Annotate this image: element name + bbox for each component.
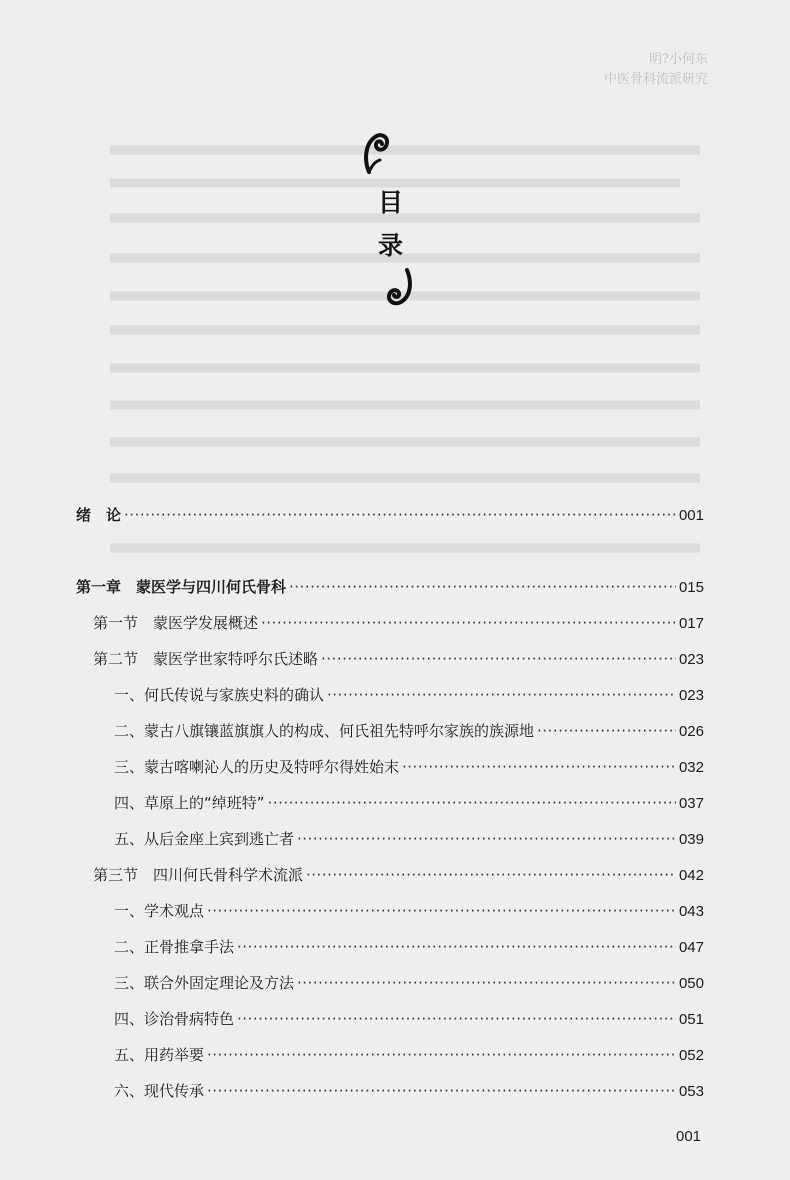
toc-entry-label: 三、联合外固定理论及方法 — [114, 974, 295, 992]
dot-leader — [207, 901, 676, 921]
toc-entry-section2[interactable] — [93, 649, 704, 670]
toc-entry-page: 023 — [678, 687, 704, 704]
toc-entry-item[interactable] — [114, 793, 704, 814]
toc-entry-section1[interactable] — [93, 613, 704, 634]
toc-entry-label: 五、从后金座上宾到逃亡者 — [114, 830, 295, 848]
toc-entry-label: 绪 论 — [76, 506, 122, 524]
toc-entry-item[interactable] — [114, 901, 704, 922]
toc-entry-label: 第一节 蒙医学发展概述 — [93, 614, 259, 632]
toc-entry-page: 051 — [678, 1011, 704, 1028]
dot-leader — [124, 505, 676, 525]
show-through-line1: 明?小何东 — [649, 52, 708, 67]
toc-entry-label: 四、诊治骨病特色 — [114, 1010, 235, 1028]
toc-entry-page: 042 — [678, 867, 704, 884]
toc-entry-label: 一、学术观点 — [114, 902, 205, 920]
dot-leader — [306, 865, 676, 885]
toc-entry-label: 第一章 蒙医学与四川何氏骨科 — [76, 578, 287, 596]
toc-entry-item[interactable] — [114, 685, 704, 706]
dot-leader — [327, 685, 676, 705]
dot-leader — [268, 793, 676, 813]
show-through-header — [604, 50, 708, 89]
toc-entry-page: 053 — [678, 1083, 704, 1100]
dot-leader — [297, 829, 676, 849]
toc-entry-label: 二、正骨推拿手法 — [114, 938, 235, 956]
toc-entry-page: 017 — [678, 615, 704, 632]
toc-entry-item[interactable] — [114, 937, 704, 958]
toc-entry-item[interactable] — [114, 1081, 704, 1102]
toc-entry-label: 三、蒙古喀喇沁人的历史及特呼尔得姓始末 — [114, 758, 400, 776]
show-through-line2: 中医骨科流派研究 — [603, 71, 708, 87]
toc-entry-page: 032 — [678, 759, 704, 776]
dot-leader — [261, 613, 676, 633]
toc-entry-label: 第二节 蒙医学世家特呼尔氏述略 — [93, 650, 319, 668]
dot-leader — [237, 1009, 676, 1029]
dot-leader — [537, 721, 676, 741]
toc-entry-page: 037 — [678, 795, 704, 812]
toc-entry-item[interactable] — [114, 1009, 704, 1030]
toc-entry-page: 023 — [678, 651, 704, 668]
toc-entry-page: 052 — [678, 1047, 704, 1064]
page-number: 001 — [676, 1128, 702, 1145]
toc-entry-label: 五、用药举要 — [114, 1046, 205, 1064]
toc-entry-chapter1[interactable] — [76, 577, 704, 598]
dot-leader — [297, 973, 676, 993]
toc-entry-page: 015 — [678, 579, 704, 596]
dot-leader — [321, 649, 676, 669]
toc-entry-item[interactable] — [114, 973, 704, 994]
toc-entry-page: 026 — [678, 723, 704, 740]
heading-char-mu: 目 — [378, 188, 404, 217]
toc-entry-label: 第三节 四川何氏骨科学术流派 — [93, 866, 304, 884]
toc-entry-page: 047 — [678, 939, 704, 956]
toc-entry-page: 001 — [678, 507, 704, 524]
heading-char-lu: 录 — [378, 231, 404, 260]
dot-leader — [207, 1045, 676, 1065]
toc-entry-page: 050 — [678, 975, 704, 992]
toc-entry-label: 一、何氏传说与家族史料的确认 — [114, 686, 325, 704]
toc-entry-intro[interactable] — [76, 505, 704, 526]
toc-entry-label: 四、草原上的“绰班特” — [114, 794, 265, 812]
dot-leader — [402, 757, 676, 777]
toc-entry-item[interactable] — [114, 721, 704, 742]
dot-leader — [207, 1081, 676, 1101]
top-ornament-icon — [362, 130, 392, 176]
toc-entry-item[interactable] — [114, 829, 704, 850]
toc-entry-page: 043 — [678, 903, 704, 920]
toc-entry-label: 二、蒙古八旗镶蓝旗旗人的构成、何氏祖先特呼尔家族的族源地 — [114, 722, 535, 740]
toc-entry-page: 039 — [678, 831, 704, 848]
toc-entry-item[interactable] — [114, 757, 704, 778]
toc-entry-section3[interactable] — [93, 865, 704, 886]
dot-leader — [289, 577, 676, 597]
dot-leader — [237, 937, 676, 957]
toc-entry-label: 六、现代传承 — [114, 1082, 205, 1100]
toc-entry-item[interactable] — [114, 1045, 704, 1066]
toc-heading — [360, 128, 450, 308]
bottom-ornament-icon — [384, 268, 414, 308]
